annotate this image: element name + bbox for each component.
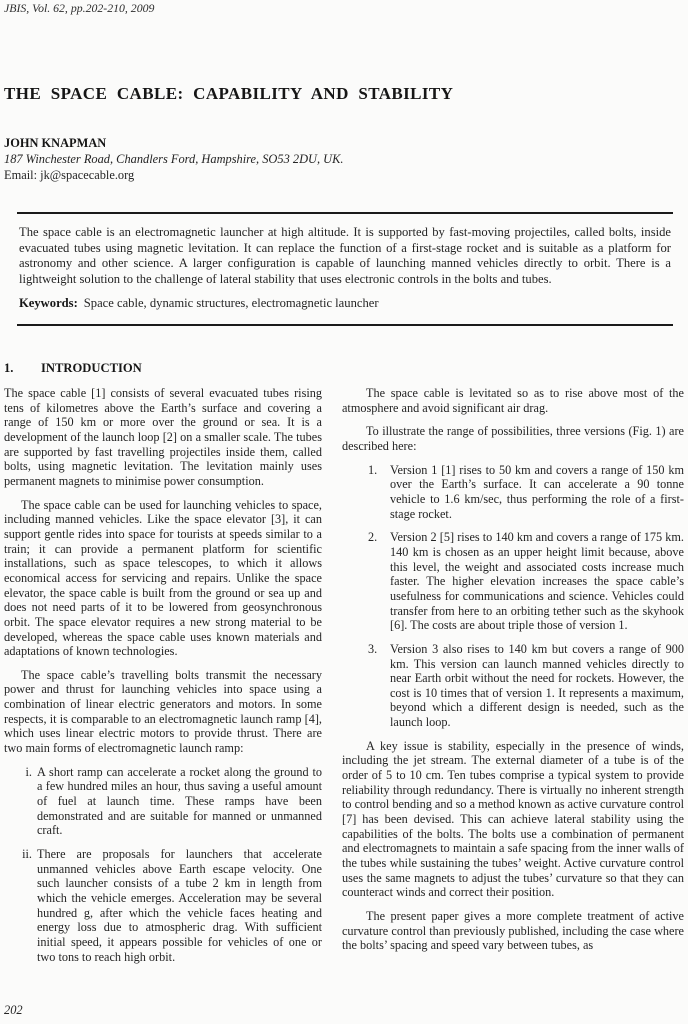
paragraph: The space cable [1] consists of several evacuated tubes rising tens of kilometres above the Earth’s surface and covering a range of 150 km or more over the ground or sea. It is a development of the launch loop [2] on a smaller scale. The tubes are supported by fast travelling projectiles inside them, called bolts, using magnetic levitation. The levitation mainly uses permanent magnets to minimise power consumption.: [4, 386, 322, 488]
paragraph: The present paper gives a more complete treatment of active curvature control than previously published, including the case where the bolts’ spacing and speed vary between tubes, as: [342, 909, 684, 953]
list-item-text: A short ramp can accelerate a rocket along the ground to a few hundred miles an hour, thus saving a useful amount of fuel at launch time. These ramps have been demonstrated and are suitable for manned or unmanned craft.: [37, 764, 322, 838]
list-item-text: Version 2 [5] rises to 140 km and covers a range of 175 km. 140 km is chosen as an upper height limit because, above this level, the weight and associated costs increase much faster. The higher elevation increases the space cable’s usefulness for communications and science. Vehicles could transfer from here to an orbiting tether such as the skyhook [6]. The costs are about triple those of version 1.: [390, 530, 684, 633]
abstract-text: The space cable is an electromagnetic launcher at high altitude. It is supported by fast-moving projectiles, called bolts, inside evacuated tubes using magnetic levitation. It can replace the function of a first-stage rocket and is suitable as a platform for astronomy and other science. A larger configuration is capable of launching manned vehicles directly to orbit. There is a lightweight solution to the challenge of lateral stability that uses electronic controls in the bolts and tubes.: [19, 225, 671, 286]
list-item-version-1: [342, 463, 684, 522]
journal-reference: JBIS, Vol. 62, pp.202-210, 2009: [4, 1, 155, 15]
abstract-section: [17, 212, 673, 326]
list-marker: 3.: [368, 641, 378, 656]
list-marker: i.: [25, 764, 32, 779]
list-item-roman-i: [4, 765, 322, 838]
keywords-text: Space cable, dynamic structures, electromagnetic launcher: [83, 296, 379, 310]
list-item-version-2: [342, 530, 684, 633]
paper-title: THE SPACE CABLE: CAPABILITY AND STABILITY: [4, 84, 454, 103]
author-name: JOHN KNAPMAN: [4, 136, 107, 150]
keywords-label: Keywords:: [19, 296, 78, 310]
keywords-line: [19, 296, 671, 311]
right-column: [342, 386, 684, 964]
author-affiliation: 187 Winchester Road, Chandlers Ford, Hampshire, SO53 2DU, UK.: [4, 151, 344, 166]
page-number: 202: [4, 1003, 23, 1017]
paragraph: A key issue is stability, especially in the presence of winds, including the jet stream. The external diameter of a tube is of the order of 5 to 10 cm. Ten tubes comprise a typical system to provide reliability through redundancy. There is virtually no inherent strength to control bending and so a method known as active curvature control [7] has been devised. This can achieve lateral stability using the capabilities of the bolts. The bolts use a combination of permanent and electromagnets to maintain a safe spacing from the inner walls of the tubes while sustaining the tubes’ weight. Active curvature control uses the same magnets to adjust the tubes’ curvature so that they can counteract winds and correct their position.: [342, 738, 684, 900]
two-column-body: [4, 386, 684, 964]
left-column: [4, 386, 322, 964]
paragraph: The space cable is levitated so as to rise above most of the atmosphere and avoid significant air drag.: [342, 386, 684, 415]
paragraph: The space cable can be used for launching vehicles to space, including manned vehicles. Like the space elevator [3], it can support gentle rides into space for tourists at speeds similar to a train; it can provide a permanent platform for scientific installations, such as space telescopes, to which it allows economical access for servicing and repairs. Unlike the space elevator, the space cable is built from the ground or sea up and does not need parts of it to be lowered from geosynchronous orbit. The space elevator requires a new strong material to be developed, whereas the space cable uses known materials and adaptations of known technologies.: [4, 497, 322, 659]
list-item-roman-ii: [4, 847, 322, 964]
author-email: Email: jk@spacecable.org: [4, 167, 135, 182]
paragraph: To illustrate the range of possibilities, three versions (Fig. 1) are described here:: [342, 424, 684, 453]
author-block: [4, 136, 343, 183]
list-marker: 1.: [368, 462, 378, 477]
list-item-text: Version 3 also rises to 140 km but covers a range of 900 km. This version can launch manned vehicles directly to near Earth orbit without the need for rockets. However, the cost is 10 times that of version 1. It represents a maximum, beyond which a different design is needed, such as the launch loop.: [390, 641, 684, 730]
list-marker: ii.: [22, 847, 32, 862]
section-number: 1.: [4, 361, 14, 375]
section-heading-introduction: [4, 361, 142, 376]
list-item-text: Version 1 [1] rises to 50 km and covers a range of 150 km over the Earth’s surface. It can accelerate a 90 tonne vehicle to 1.6 km/sec, thus performing the role of a first-stage rocket.: [390, 462, 684, 521]
paragraph: The space cable’s travelling bolts transmit the necessary power and thrust for launching vehicles into space using a combination of linear electric generators and motors. In some respects, it is comparable to an electromagnetic launch ramp [4], which uses linear electric motors to provide thrust. There are two main forms of electromagnetic launch ramp:: [4, 667, 322, 756]
section-title: INTRODUCTION: [41, 361, 142, 375]
list-item-text: There are proposals for launchers that accelerate unmanned vehicles above Earth escape velocity. One such launcher consists of a tube 2 km in length from which the vehicle emerges. Acceleration may be several hundred g, after which the vehicle faces heating and energy loss due to atmospheric drag. With sufficient initial speed, it appears possible for vehicles of one or two tons to reach high orbit.: [37, 847, 322, 964]
list-item-version-3: [342, 642, 684, 730]
list-marker: 2.: [368, 530, 378, 545]
